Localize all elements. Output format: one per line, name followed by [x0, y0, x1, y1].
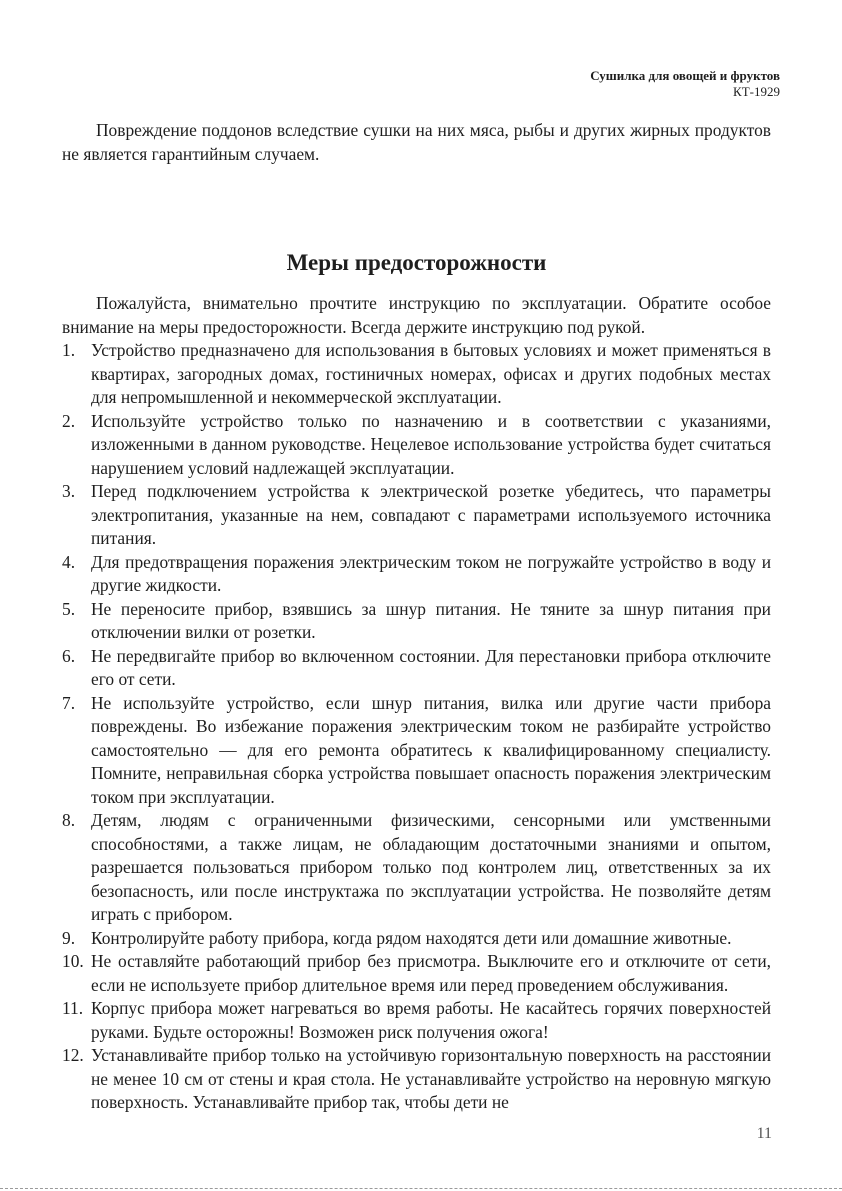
list-item-number: 12. — [62, 1045, 84, 1065]
list-item — [62, 598, 771, 645]
page-number: 11 — [756, 1125, 772, 1142]
list-item — [62, 339, 771, 410]
list-item — [62, 997, 771, 1044]
list-item-text: Для предотвращения поражения электрическим током не погружайте устройство в воду и другие жидкости. — [91, 551, 771, 595]
section-heading: Меры предосторожности — [286, 250, 547, 275]
list-item-number: 2. — [62, 410, 76, 431]
list-item-number: 5. — [62, 598, 76, 619]
list-item — [62, 551, 771, 598]
list-item-number: 8. — [62, 810, 76, 830]
list-item-text: Перед подключением устройства к электрической розетке убедитесь, что параметры электропитания, указанные на нем, совпадают с параметрами используемого источника питания. — [91, 481, 771, 548]
list-item — [62, 692, 771, 810]
list-item-number: 11. — [62, 998, 84, 1018]
list-item-number: 4. — [62, 551, 76, 572]
list-item-number: 6. — [62, 645, 76, 666]
intro-paragraph: Повреждение поддонов вследствие сушки на них мяса, рыбы и других жирных продуктов не является гарантийным случаем. — [62, 120, 771, 164]
list-item — [62, 927, 771, 951]
list-item — [62, 645, 771, 692]
list-item-text: Не передвигайте прибор во включенном состоянии. Для перестановки прибора отключите его от сети. — [91, 645, 771, 689]
list-item-text: Используйте устройство только по назначению и в соответствии с указаниями, изложенными в данном руководстве. Нецелевое использование устройства будет считаться нарушением условий надлежащей эксплуатации. — [91, 410, 771, 478]
list-item — [62, 480, 771, 551]
list-item-text: Не используйте устройство, если шнур питания, вилка или другие части прибора повреждены. Во избежание поражения электрическим током не разбирайте устройство самостоятельно — для его ремонта обратитесь к квалифицированному специалисту. Помните, неправильная сборка устройства повышает опасность поражения электрическим током при эксплуатации. — [91, 692, 771, 807]
list-item-number: 3. — [62, 481, 76, 501]
bottom-dashed-rule — [0, 1188, 842, 1189]
list-item-text: Корпус прибора может нагреваться во время работы. Не касайтесь горячих поверхностей руками. Будьте осторожны! Возможен риск получения ожога! — [91, 998, 771, 1042]
list-item-text: Устройство предназначено для использования в бытовых условиях и может применяться в квартирах, загородных домах, гостиничных номерах, офисах и других подобных местах для непромышленной и некоммерческой эксплуатации. — [91, 340, 771, 407]
list-item-number: 10. — [62, 951, 84, 971]
list-item-number: 9. — [62, 927, 76, 948]
list-item-text: Не переносите прибор, взявшись за шнур питания. Не тяните за шнур питания при отключении вилки от розетки. — [91, 598, 771, 642]
page-body — [62, 119, 771, 1115]
header-model-number: КТ-1929 — [733, 84, 780, 99]
list-item — [62, 1044, 771, 1115]
section-lead-paragraph: Пожалуйста, внимательно прочтите инструкцию по эксплуатации. Обратите особое внимание на меры предосторожности. Всегда держите инструкцию под рукой. — [62, 293, 771, 337]
precautions-list — [62, 339, 771, 1115]
list-item-text: Контролируйте работу прибора, когда рядом находятся дети или домашние животные. — [91, 927, 732, 948]
list-item-text: Детям, людям с ограниченными физическими, сенсорными или умственными способностями, а также лицам, не обладающим достаточными знаниями и опытом, разрешается пользоваться прибором только под контролем лиц, ответственных за их безопасность, или после инструктажа по эксплуатации устройства. Не позволяйте детям играть с прибором. — [91, 810, 771, 924]
running-header — [590, 68, 780, 100]
list-item-number: 7. — [62, 692, 76, 713]
list-item-text: Устанавливайте прибор только на устойчивую горизонтальную поверхность на расстоянии не менее 10 см от стены и края стола. Не устанавливайте устройство на неровную мягкую поверхность. Устанавливайте прибор так, чтобы дети не — [91, 1045, 771, 1112]
list-item — [62, 950, 771, 997]
list-item-number: 1. — [62, 340, 76, 360]
list-item-text: Не оставляйте работающий прибор без присмотра. Выключите его и отключите от сети, если не используете прибор длительное время или перед проведением обслуживания. — [91, 951, 771, 995]
header-product-title: Сушилка для овощей и фруктов — [590, 68, 780, 83]
list-item — [62, 410, 771, 481]
list-item — [62, 809, 771, 927]
